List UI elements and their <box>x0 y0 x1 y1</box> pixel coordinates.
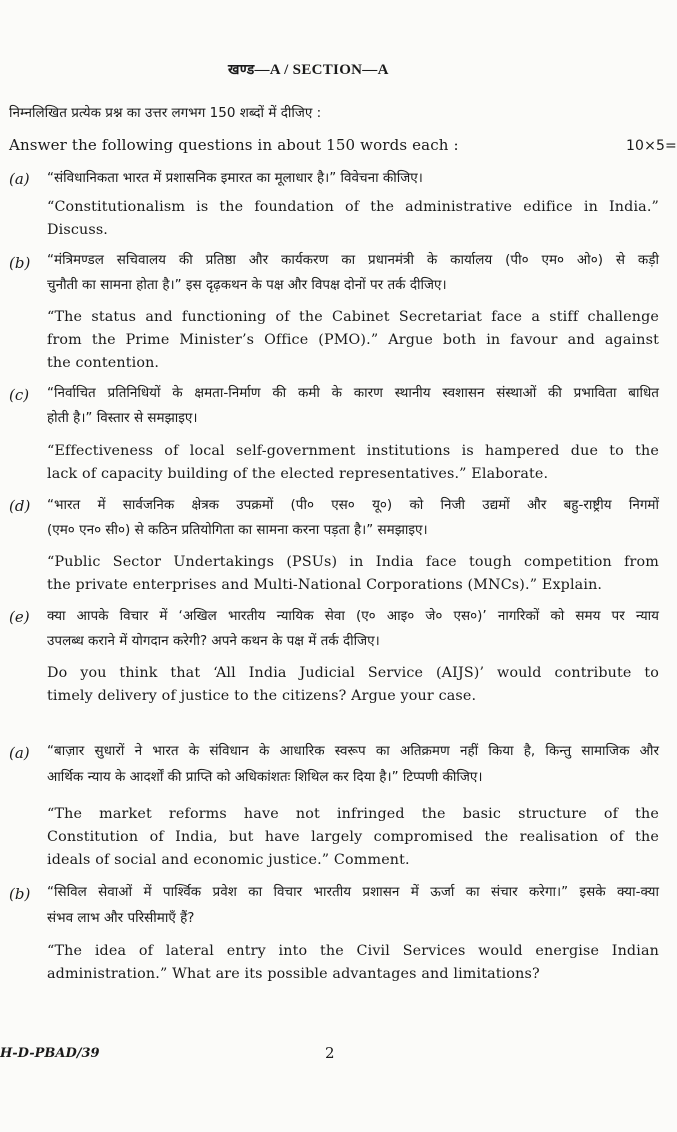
question-hindi-line: “संविधानिकता भारत में प्रशासनिक इमारत का मूलाधार है।” विवेचना कीजिए। <box>47 170 423 186</box>
question-label: (a) <box>9 170 30 188</box>
question-label: (a) <box>9 744 30 762</box>
question-hindi-line: होती है।” विस्तार से समझाइए। <box>47 410 198 426</box>
instruction-hindi: निम्नलिखित प्रत्येक प्रश्न का उत्तर लगभग 150 शब्दों में दीजिए : <box>9 105 322 121</box>
question-english-line: Constitution of India, but have largely compromised the realisation of the <box>47 829 659 845</box>
question-label: (d) <box>9 497 31 515</box>
marks-allocation: 10×5= <box>626 138 677 154</box>
question-hindi-line: उपलब्ध कराने में योगदान करेगी? अपने कथन के पक्ष में तर्क दीजिए। <box>47 633 380 649</box>
question-english-line: lack of capacity building of the elected representatives.” Elaborate. <box>47 466 549 482</box>
question-english-line: from the Prime Minister’s Office (PMO).” Argue both in favour and against <box>47 332 659 348</box>
question-english-line: timely delivery of justice to the citizens? Argue your case. <box>47 688 477 704</box>
question-english-line: the private enterprises and Multi-National Corporations (MNCs).” Explain. <box>47 577 603 593</box>
question-english-line: ideals of social and economic justice.” Comment. <box>47 852 410 868</box>
question-label: (b) <box>9 885 31 903</box>
question-hindi-line: क्या आपके विचार में ‘अखिल भारतीय न्यायिक सेवा (ए० आइ० जे० एस०)’ नागरिकों को समय पर न्याय <box>47 608 659 624</box>
page-number: 2 <box>325 1044 335 1062</box>
question-english-line: the contention. <box>47 355 160 371</box>
question-label: (e) <box>9 608 30 626</box>
question-english-line: Do you think that ‘All India Judicial Service (AIJS)’ would contribute to <box>47 665 659 681</box>
instruction-english: Answer the following questions in about 150 words each : <box>9 136 459 154</box>
question-label: (c) <box>9 386 30 404</box>
question-label: (b) <box>9 254 31 272</box>
question-english-line: administration.” What are its possible advantages and limitations? <box>47 966 540 982</box>
question-english-line: “The status and functioning of the Cabinet Secretariat face a stiff challenge <box>47 309 659 325</box>
question-hindi-line: “भारत में सार्वजनिक क्षेत्रक उपक्रमों (पी० एस० यू०) को निजी उद्यमों और बहु-राष्ट्रीय निगमों <box>47 497 659 513</box>
question-english-line: “The market reforms have not infringed the basic structure of the <box>47 806 659 822</box>
question-hindi-line: “मंत्रिमण्डल सचिवालय की प्रतिष्ठा और कार्यकरण का प्रधानमंत्री के कार्यालय (पी० एम० ओ०) से कड़ी <box>47 252 659 268</box>
section-heading <box>228 60 389 79</box>
question-hindi-line: चुनौती का सामना होता है।” इस दृढ़कथन के पक्ष और विपक्ष दोनों पर तर्क दीजिए। <box>47 277 447 293</box>
question-hindi-line: (एम० एन० सी०) से कठिन प्रतियोगिता का सामना करना पड़ता है।” समझाइए। <box>47 522 428 538</box>
section-heading-hindi: खण्ड <box>228 62 255 78</box>
question-hindi-line: आर्थिक न्याय के आदर्शों की प्राप्ति को अधिकांशतः शिथिल कर दिया है।” टिप्पणी कीजिए। <box>47 769 483 785</box>
question-hindi-line: संभव लाभ और परिसीमाएँ हैं? <box>47 910 195 926</box>
question-english-line: “Effectiveness of local self-government institutions is hampered due to the <box>47 443 659 459</box>
question-hindi-line: “सिविल सेवाओं में पार्श्विक प्रवेश का विचार भारतीय प्रशासन में ऊर्जा का संचार करेगा।” इसके क्या-क्या <box>47 884 659 900</box>
question-english-line: “Constitutionalism is the foundation of the administrative edifice in India.” <box>47 199 659 215</box>
paper-code: H-D-PBAD/39 <box>0 1046 100 1061</box>
section-heading-english: —A / SECTION—A <box>254 62 389 78</box>
question-hindi-line: “बाज़ार सुधारों ने भारत के संविधान के आधारिक स्वरूप का अतिक्रमण नहीं किया है, किन्तु सामाजिक और <box>47 743 659 759</box>
question-english-line: Discuss. <box>47 222 109 238</box>
question-english-line: “The idea of lateral entry into the Civil Services would energise Indian <box>47 943 659 959</box>
question-hindi-line: “निर्वाचित प्रतिनिधियों के क्षमता-निर्माण की कमी के कारण स्थानीय स्वशासन संस्थाओं की प्रभाविता बाधित <box>47 385 659 401</box>
question-english-line: “Public Sector Undertakings (PSUs) in India face tough competition from <box>47 554 659 570</box>
